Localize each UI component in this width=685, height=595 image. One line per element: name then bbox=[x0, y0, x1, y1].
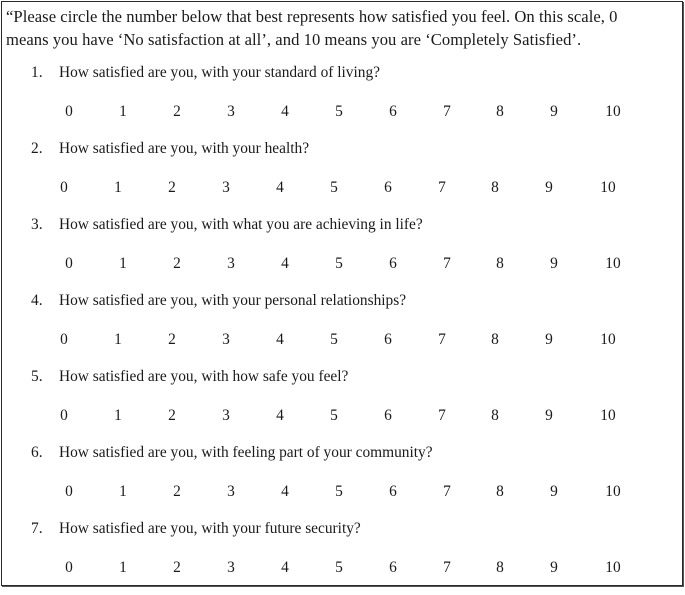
rating-option-0[interactable]: 0 bbox=[65, 255, 73, 272]
rating-option-6[interactable]: 6 bbox=[384, 179, 392, 196]
rating-option-2[interactable]: 2 bbox=[168, 407, 176, 424]
rating-option-0[interactable]: 0 bbox=[60, 179, 68, 196]
rating-option-9[interactable]: 9 bbox=[545, 179, 553, 196]
instructions bbox=[6, 5, 682, 51]
question-text: How satisfied are you, with how safe you feel? bbox=[59, 368, 349, 385]
rating-option-10[interactable]: 10 bbox=[605, 255, 621, 272]
question-3 bbox=[2, 215, 682, 291]
rating-option-5[interactable]: 5 bbox=[330, 331, 338, 348]
rating-option-10[interactable]: 10 bbox=[600, 407, 616, 424]
rating-option-9[interactable]: 9 bbox=[550, 559, 558, 576]
rating-option-8[interactable]: 8 bbox=[491, 407, 499, 424]
rating-option-7[interactable]: 7 bbox=[443, 559, 451, 576]
rating-option-9[interactable]: 9 bbox=[545, 331, 553, 348]
question-text: How satisfied are you, with feeling part of your community? bbox=[59, 444, 433, 461]
rating-option-10[interactable]: 10 bbox=[605, 559, 621, 576]
rating-option-2[interactable]: 2 bbox=[173, 559, 181, 576]
instructions-line-1: “Please circle the number below that best represents how satisfied you feel. On this scale, 0 bbox=[6, 7, 618, 26]
rating-option-4[interactable]: 4 bbox=[281, 559, 289, 576]
rating-option-5[interactable]: 5 bbox=[335, 103, 343, 120]
rating-option-6[interactable]: 6 bbox=[389, 559, 397, 576]
instructions-line-2: means you have ‘No satisfaction at all’, and 10 means you are ‘Completely Satisfied’. bbox=[6, 30, 582, 49]
rating-option-4[interactable]: 4 bbox=[276, 331, 284, 348]
rating-option-4[interactable]: 4 bbox=[281, 255, 289, 272]
rating-option-0[interactable]: 0 bbox=[65, 559, 73, 576]
rating-option-6[interactable]: 6 bbox=[389, 483, 397, 500]
rating-option-8[interactable]: 8 bbox=[496, 103, 504, 120]
rating-option-0[interactable]: 0 bbox=[60, 407, 68, 424]
rating-option-3[interactable]: 3 bbox=[227, 103, 235, 120]
question-7 bbox=[2, 519, 682, 595]
rating-option-6[interactable]: 6 bbox=[384, 407, 392, 424]
question-number: 5. bbox=[31, 368, 43, 385]
question-number: 2. bbox=[31, 140, 43, 157]
rating-option-2[interactable]: 2 bbox=[173, 103, 181, 120]
questionnaire-frame bbox=[1, 1, 683, 586]
rating-option-5[interactable]: 5 bbox=[330, 179, 338, 196]
rating-option-3[interactable]: 3 bbox=[222, 331, 230, 348]
rating-option-4[interactable]: 4 bbox=[276, 179, 284, 196]
rating-scale bbox=[2, 254, 682, 274]
rating-option-1[interactable]: 1 bbox=[114, 407, 122, 424]
rating-option-3[interactable]: 3 bbox=[227, 255, 235, 272]
rating-option-3[interactable]: 3 bbox=[227, 559, 235, 576]
rating-option-0[interactable]: 0 bbox=[60, 331, 68, 348]
rating-option-9[interactable]: 9 bbox=[550, 255, 558, 272]
rating-option-5[interactable]: 5 bbox=[335, 483, 343, 500]
rating-option-3[interactable]: 3 bbox=[227, 483, 235, 500]
rating-scale bbox=[2, 558, 682, 578]
rating-option-7[interactable]: 7 bbox=[438, 331, 446, 348]
rating-option-5[interactable]: 5 bbox=[335, 255, 343, 272]
rating-option-9[interactable]: 9 bbox=[550, 103, 558, 120]
rating-option-7[interactable]: 7 bbox=[443, 483, 451, 500]
rating-option-7[interactable]: 7 bbox=[443, 103, 451, 120]
rating-option-10[interactable]: 10 bbox=[605, 483, 621, 500]
rating-option-10[interactable]: 10 bbox=[600, 179, 616, 196]
rating-option-5[interactable]: 5 bbox=[335, 559, 343, 576]
rating-option-1[interactable]: 1 bbox=[114, 179, 122, 196]
rating-option-1[interactable]: 1 bbox=[119, 559, 127, 576]
question-number: 4. bbox=[31, 292, 43, 309]
rating-option-7[interactable]: 7 bbox=[443, 255, 451, 272]
rating-option-0[interactable]: 0 bbox=[65, 103, 73, 120]
rating-option-6[interactable]: 6 bbox=[389, 255, 397, 272]
question-2 bbox=[2, 139, 682, 215]
question-1 bbox=[2, 63, 682, 139]
rating-option-8[interactable]: 8 bbox=[491, 331, 499, 348]
rating-option-8[interactable]: 8 bbox=[496, 483, 504, 500]
rating-scale bbox=[2, 482, 682, 502]
rating-option-5[interactable]: 5 bbox=[330, 407, 338, 424]
rating-option-2[interactable]: 2 bbox=[168, 331, 176, 348]
rating-option-4[interactable]: 4 bbox=[281, 483, 289, 500]
rating-option-6[interactable]: 6 bbox=[384, 331, 392, 348]
rating-option-7[interactable]: 7 bbox=[438, 179, 446, 196]
rating-option-1[interactable]: 1 bbox=[119, 483, 127, 500]
rating-option-4[interactable]: 4 bbox=[276, 407, 284, 424]
question-5 bbox=[2, 367, 682, 443]
rating-option-6[interactable]: 6 bbox=[389, 103, 397, 120]
question-text: How satisfied are you, with your future security? bbox=[59, 520, 361, 537]
question-6 bbox=[2, 443, 682, 519]
question-number: 6. bbox=[31, 444, 43, 461]
question-text: How satisfied are you, with your standard of living? bbox=[59, 64, 380, 81]
question-text: How satisfied are you, with your health? bbox=[59, 140, 310, 157]
rating-option-0[interactable]: 0 bbox=[65, 483, 73, 500]
question-4 bbox=[2, 291, 682, 367]
rating-option-9[interactable]: 9 bbox=[545, 407, 553, 424]
question-number: 7. bbox=[31, 520, 43, 537]
rating-option-8[interactable]: 8 bbox=[491, 179, 499, 196]
rating-option-1[interactable]: 1 bbox=[119, 103, 127, 120]
rating-scale bbox=[2, 178, 682, 198]
rating-option-9[interactable]: 9 bbox=[550, 483, 558, 500]
rating-option-2[interactable]: 2 bbox=[173, 255, 181, 272]
rating-option-2[interactable]: 2 bbox=[173, 483, 181, 500]
question-text: How satisfied are you, with your personal relationships? bbox=[59, 292, 407, 309]
question-number: 3. bbox=[31, 216, 43, 233]
rating-option-4[interactable]: 4 bbox=[281, 103, 289, 120]
rating-option-3[interactable]: 3 bbox=[222, 407, 230, 424]
rating-scale bbox=[2, 406, 682, 426]
rating-option-8[interactable]: 8 bbox=[496, 255, 504, 272]
rating-option-2[interactable]: 2 bbox=[168, 179, 176, 196]
question-number: 1. bbox=[31, 64, 43, 81]
rating-option-3[interactable]: 3 bbox=[222, 179, 230, 196]
rating-scale bbox=[2, 330, 682, 350]
rating-option-8[interactable]: 8 bbox=[496, 559, 504, 576]
rating-option-1[interactable]: 1 bbox=[119, 255, 127, 272]
rating-option-7[interactable]: 7 bbox=[438, 407, 446, 424]
rating-option-10[interactable]: 10 bbox=[605, 103, 621, 120]
question-text: How satisfied are you, with what you are achieving in life? bbox=[59, 216, 423, 233]
rating-option-10[interactable]: 10 bbox=[600, 331, 616, 348]
rating-scale bbox=[2, 102, 682, 122]
rating-option-1[interactable]: 1 bbox=[114, 331, 122, 348]
